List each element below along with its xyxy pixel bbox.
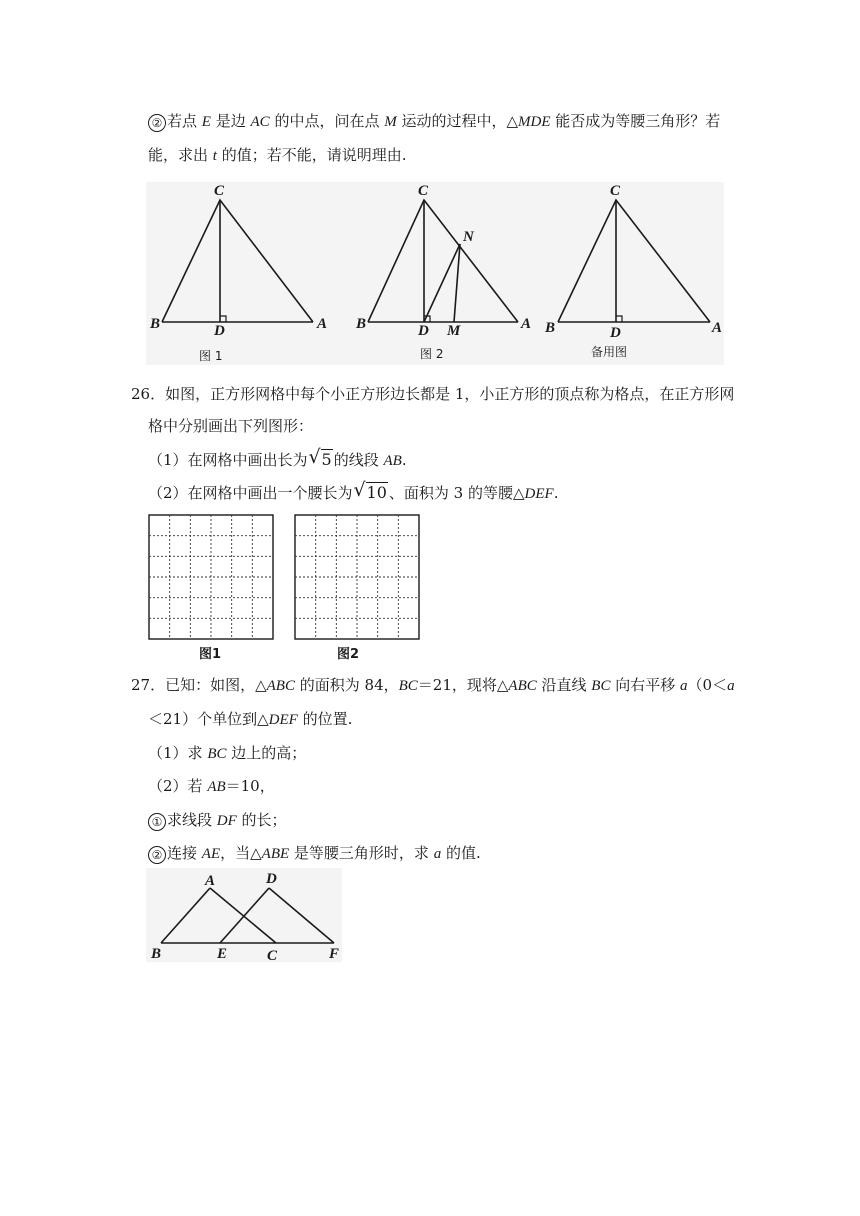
grid1-caption: 图1	[199, 647, 222, 662]
fig2-label-B: B	[356, 316, 367, 332]
fig3-label-B: B	[545, 320, 556, 336]
circled-two-marker: ②	[148, 114, 166, 132]
q27-sub2: ② 连接 AE，当△ABE 是等腰三角形时，求 a 的值.	[148, 843, 481, 864]
fig2-label-D: D	[418, 323, 429, 339]
fig2-caption: 图 2	[420, 347, 444, 361]
fig1-label-C: C	[214, 183, 225, 199]
label-A: A	[205, 873, 216, 889]
fig3-label-A: A	[712, 320, 723, 336]
fig2-label-N: N	[463, 229, 474, 245]
q25-part2-line1: ② 若点 E 是边 AC 的中点，问在点 M 运动的过程中，△MDE 能否成为等腰三角形？若	[148, 111, 720, 132]
fig1-label-D: D	[214, 323, 225, 339]
fig3-label-C: C	[610, 183, 621, 199]
q27-line1: 27．已知：如图，△ABC 的面积为 84，BC＝21，现将△ABC 沿直线 BC 向右平移 a（0＜a	[131, 676, 735, 694]
q27-line2: ＜21）个单位到△DEF 的位置.	[148, 710, 353, 728]
q26-part2: （2）在网格中画出一个腰长为 √ 10 、面积为 3 的等腰△DEF.	[148, 479, 559, 502]
q26-line2: 格中分别画出下列图形：	[148, 417, 314, 435]
fig1-label-A: A	[317, 316, 328, 332]
label-D: D	[266, 871, 277, 887]
q25-part2-line2: 能，求出 t 的值；若不能，请说明理由.	[148, 146, 407, 164]
fig3-caption: 备用图	[591, 345, 628, 359]
label-B: B	[151, 946, 162, 962]
fig2-label-A: A	[521, 316, 532, 332]
label-C: C	[267, 948, 278, 964]
fig1-caption: 图 1	[199, 349, 223, 363]
circled-one-marker: ①	[148, 813, 166, 831]
fig3-label-D: D	[610, 325, 621, 341]
grid2-caption: 图2	[337, 647, 360, 662]
q27-number: 27．	[131, 676, 166, 694]
q26-line1: 26．如图，正方形网格中每个小正方形边长都是 1，小正方形的顶点称为格点，在正方形网	[131, 385, 735, 403]
label-F: F	[329, 946, 340, 962]
fig2-label-M: M	[447, 323, 461, 339]
q26-number: 26．	[131, 385, 166, 403]
fig1-label-B: B	[150, 316, 161, 332]
q27-sub1: ① 求线段 DF 的长；	[148, 810, 287, 831]
q26-part1: （1）在网格中画出长为 √ 5 的线段 AB.	[148, 446, 407, 469]
sqrt-5: √ 5	[308, 446, 332, 469]
sqrt-10: √ 10	[353, 479, 387, 502]
q27-part2: （2）若 AB＝10，	[148, 777, 275, 795]
circled-two-marker: ②	[148, 846, 166, 864]
label-E: E	[217, 946, 228, 962]
q27-part1: （1）求 BC 边上的高；	[148, 744, 307, 762]
fig2-label-C: C	[418, 183, 429, 199]
